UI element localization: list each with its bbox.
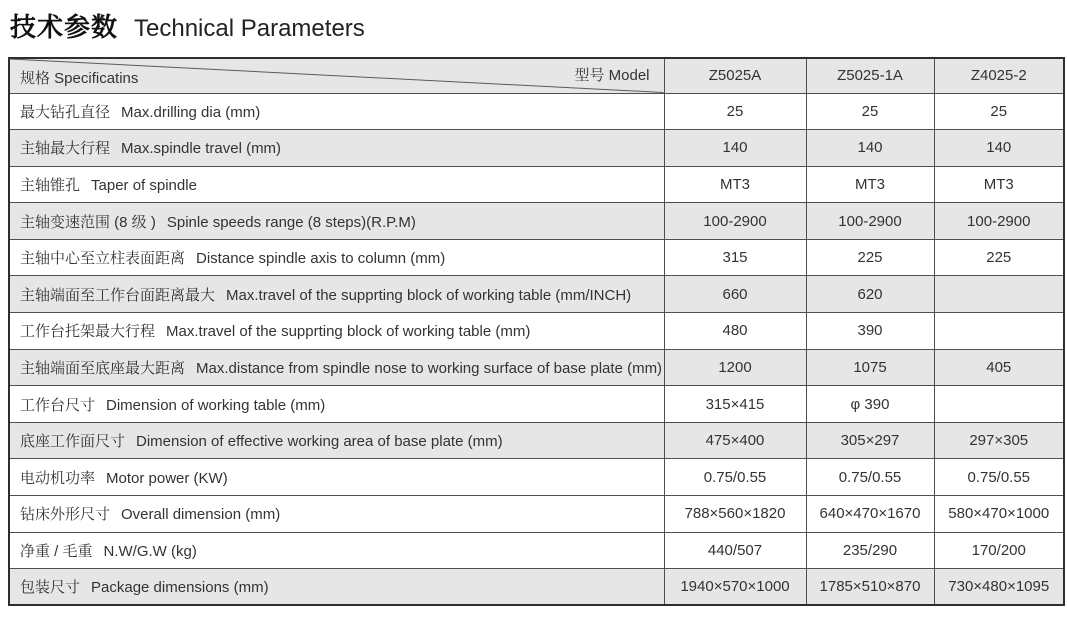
page-title [10, 7, 1067, 44]
spec-label-zh: 主轴锥孔 [20, 176, 81, 194]
spec-label-zh: 最大钻孔直径 [20, 103, 111, 121]
spec-table-body [9, 93, 1064, 605]
spec-label-zh: 主轴端面至工作台面距离最大 [20, 286, 216, 304]
spec-label-en: Max.spindle travel (mm) [121, 140, 282, 158]
spec-value-cell: 140 [664, 130, 806, 167]
spec-label-en: Taper of spindle [91, 176, 197, 194]
spec-value-cell: φ 390 [806, 386, 934, 423]
spec-value-cell: 0.75/0.55 [934, 459, 1064, 496]
spec-label-zh: 主轴端面至底座最大距离 [20, 359, 186, 377]
spec-label-zh: 工作台托架最大行程 [20, 323, 156, 341]
page-title-en: Technical Parameters [134, 15, 365, 42]
spec-label-cell [9, 166, 664, 203]
model-header-label: 型号 Model [574, 67, 650, 84]
table-row [9, 203, 1064, 240]
spec-label-cell [9, 313, 664, 350]
spec-label-en: Distance spindle axis to column (mm) [196, 250, 446, 268]
spec-value-cell: 440/507 [664, 532, 806, 569]
spec-value-cell: 305×297 [806, 422, 934, 459]
spec-value-cell: 390 [806, 313, 934, 350]
table-row [9, 569, 1064, 606]
spec-value-cell [934, 276, 1064, 313]
spec-value-cell: 235/290 [806, 532, 934, 569]
spec-label-zh: 主轴中心至立柱表面距离 [20, 250, 186, 268]
table-row [9, 386, 1064, 423]
table-row [9, 532, 1064, 569]
spec-value-cell: 788×560×1820 [664, 496, 806, 533]
spec-label-cell [9, 130, 664, 167]
table-row [9, 130, 1064, 167]
spec-label-en: Max.drilling dia (mm) [121, 103, 261, 121]
spec-label-en: Spinle speeds range (8 steps)(R.P.M) [166, 213, 416, 231]
spec-value-cell: 100-2900 [806, 203, 934, 240]
table-row [9, 276, 1064, 313]
spec-label-cell [9, 239, 664, 276]
spec-value-cell: 100-2900 [934, 203, 1064, 240]
spec-value-cell: 25 [934, 93, 1064, 130]
table-row [9, 496, 1064, 533]
spec-value-cell: 297×305 [934, 422, 1064, 459]
model-column-header: Z5025-1A [806, 58, 934, 93]
spec-label-zh: 主轴最大行程 [20, 140, 111, 158]
spec-label-cell [9, 496, 664, 533]
spec-value-cell: 1200 [664, 349, 806, 386]
spec-value-cell: 225 [934, 239, 1064, 276]
spec-value-cell: 140 [806, 130, 934, 167]
spec-label-zh: 净重 / 毛重 [20, 542, 93, 560]
model-column-header: Z4025-2 [934, 58, 1064, 93]
spec-value-cell: 1940×570×1000 [664, 569, 806, 606]
table-row [9, 313, 1064, 350]
spec-label-cell [9, 386, 664, 423]
table-row [9, 166, 1064, 203]
model-column-header: Z5025A [664, 58, 806, 93]
spec-value-cell: 25 [664, 93, 806, 130]
spec-model-header-cell [9, 58, 664, 93]
spec-value-cell: 100-2900 [664, 203, 806, 240]
spec-label-cell [9, 93, 664, 130]
spec-value-cell: 1075 [806, 349, 934, 386]
table-row [9, 93, 1064, 130]
spec-label-en: Dimension of working table (mm) [106, 396, 326, 414]
spec-value-cell: 315×415 [664, 386, 806, 423]
spec-value-cell: 620 [806, 276, 934, 313]
spec-label-en: Dimension of effective working area of base plate (mm) [136, 433, 503, 451]
spec-value-cell: 475×400 [664, 422, 806, 459]
spec-value-cell: 140 [934, 130, 1064, 167]
spec-label-zh: 电动机功率 [20, 469, 96, 487]
spec-label-cell [9, 459, 664, 496]
spec-label-en: Max.travel of the supprting block of working table (mm) [166, 323, 531, 341]
spec-value-cell: 580×470×1000 [934, 496, 1064, 533]
spec-value-cell [934, 386, 1064, 423]
spec-value-cell: MT3 [934, 166, 1064, 203]
spec-value-cell: 315 [664, 239, 806, 276]
table-header-row [9, 58, 1064, 93]
spec-value-cell: 170/200 [934, 532, 1064, 569]
spec-label-zh: 钻床外形尺寸 [20, 506, 111, 524]
spec-label-cell [9, 422, 664, 459]
spec-value-cell: MT3 [664, 166, 806, 203]
spec-label-en: Max.distance from spindle nose to working surface of base plate (mm) [196, 359, 663, 377]
technical-parameters-table [8, 57, 1065, 606]
table-row [9, 239, 1064, 276]
spec-value-cell: 480 [664, 313, 806, 350]
table-row [9, 349, 1064, 386]
table-row [9, 459, 1064, 496]
spec-label-zh: 工作台尺寸 [20, 396, 96, 414]
spec-value-cell: 225 [806, 239, 934, 276]
spec-label-cell [9, 276, 664, 313]
spec-header-label: 规格 Specificatins [20, 69, 139, 87]
spec-value-cell: 0.75/0.55 [664, 459, 806, 496]
spec-label-zh: 底座工作面尺寸 [20, 433, 126, 451]
spec-value-cell: 0.75/0.55 [806, 459, 934, 496]
spec-label-en: Motor power (KW) [106, 469, 228, 487]
spec-label-en: Package dimensions (mm) [91, 579, 269, 597]
spec-value-cell: 640×470×1670 [806, 496, 934, 533]
spec-value-cell: 405 [934, 349, 1064, 386]
spec-value-cell: 660 [664, 276, 806, 313]
spec-label-zh: 主轴变速范围 (8 级 ) [20, 213, 156, 231]
spec-label-cell [9, 532, 664, 569]
spec-value-cell: 1785×510×870 [806, 569, 934, 606]
spec-label-en: N.W/G.W (kg) [103, 542, 197, 560]
spec-label-cell [9, 203, 664, 240]
page-title-zh: 技术参数 [10, 12, 119, 42]
spec-label-en: Overall dimension (mm) [121, 506, 281, 524]
spec-label-zh: 包装尺寸 [20, 579, 81, 597]
table-row [9, 422, 1064, 459]
spec-value-cell: 25 [806, 93, 934, 130]
spec-value-cell [934, 313, 1064, 350]
spec-label-en: Max.travel of the supprting block of working table (mm/INCH) [226, 286, 632, 304]
spec-value-cell: 730×480×1095 [934, 569, 1064, 606]
spec-label-cell [9, 349, 664, 386]
spec-label-cell [9, 569, 664, 606]
spec-value-cell: MT3 [806, 166, 934, 203]
